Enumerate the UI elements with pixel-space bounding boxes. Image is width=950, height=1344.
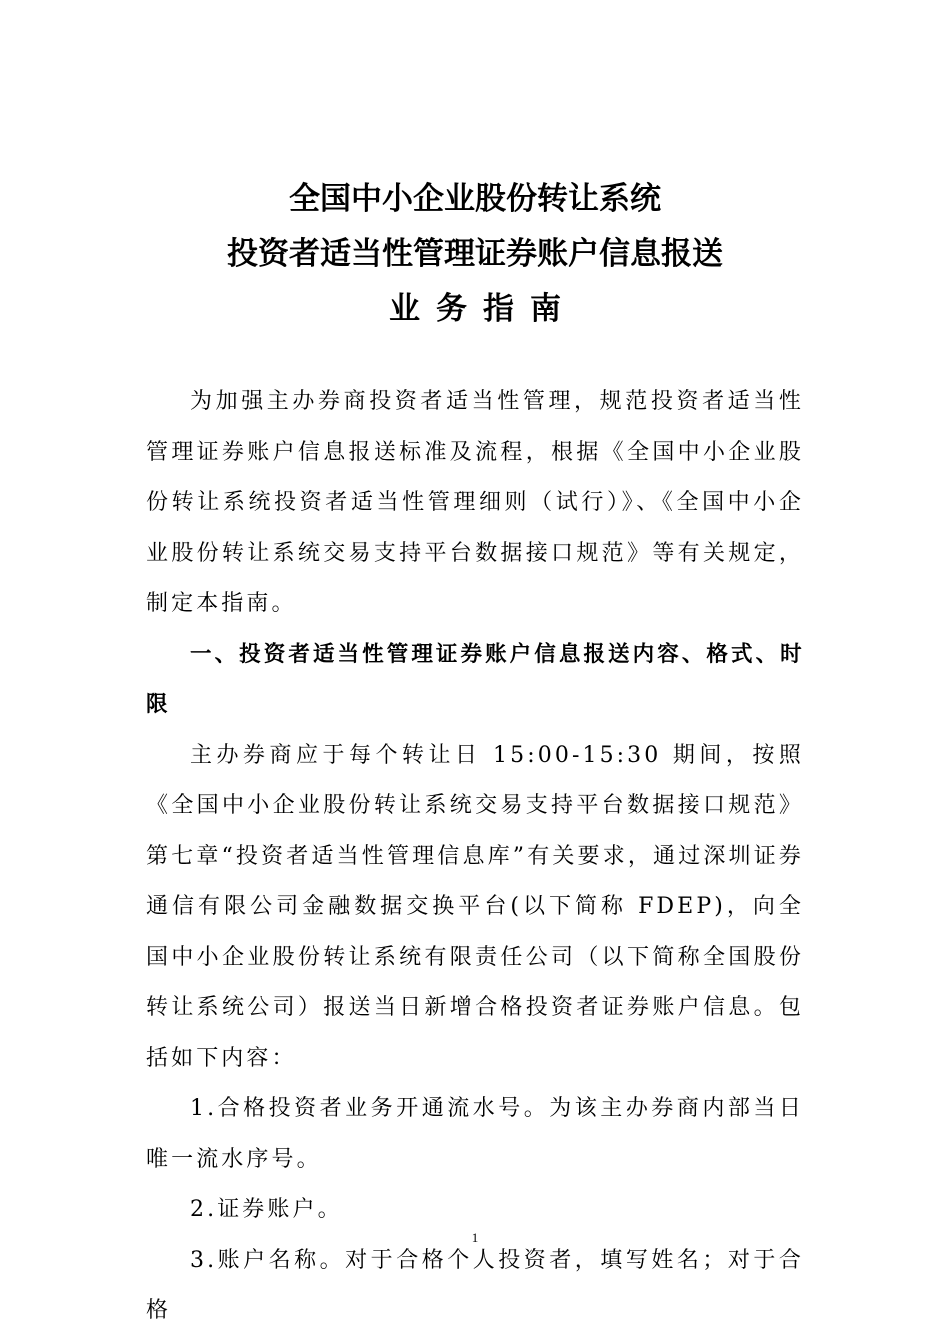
- section-heading-1: 一、投资者适当性管理证券账户信息报送内容、格式、时限: [146, 641, 804, 717]
- title-line-3: 业务指南: [389, 291, 577, 327]
- list-item-3: 3.账户名称。对于合格个人投资者，填写姓名；对于合格: [146, 1247, 804, 1323]
- intro-paragraph: 为加强主办券商投资者适当性管理，规范投资者适当性管理证券账户信息报送标准及流程，根据《全国中小企业股份转让系统投资者适当性管理细则（试行）》、《全国中小企业股份转让系统交易支持平台数据接口规范》等有关规定，制定本指南。: [146, 389, 804, 616]
- document-title: [0, 172, 950, 337]
- list-item-2: 2.证券账户。: [190, 1197, 343, 1222]
- section-1-paragraph: 主办券商应于每个转让日 15:00-15:30 期间，按照《全国中小企业股份转让系统交易支持平台数据接口规范》第七章“投资者适当性管理信息库”有关要求，通过深圳证券通信有限公司金融数据交换平台(以下简称 FDEP)，向全国中小企业股份转让系统有限责任公司（以下简称全国股份转让系统公司）报送当日新增合格投资者证券账户信息。包括如下内容：: [146, 742, 804, 1071]
- title-line-2: 投资者适当性管理证券账户信息报送: [227, 236, 723, 272]
- title-line-1: 全国中小企业股份转让系统: [289, 181, 661, 217]
- list-item-1: 1.合格投资者业务开通流水号。为该主办券商内部当日唯一流水序号。: [146, 1096, 804, 1172]
- document-body: [146, 377, 804, 1337]
- page-number: 1: [471, 1230, 479, 1245]
